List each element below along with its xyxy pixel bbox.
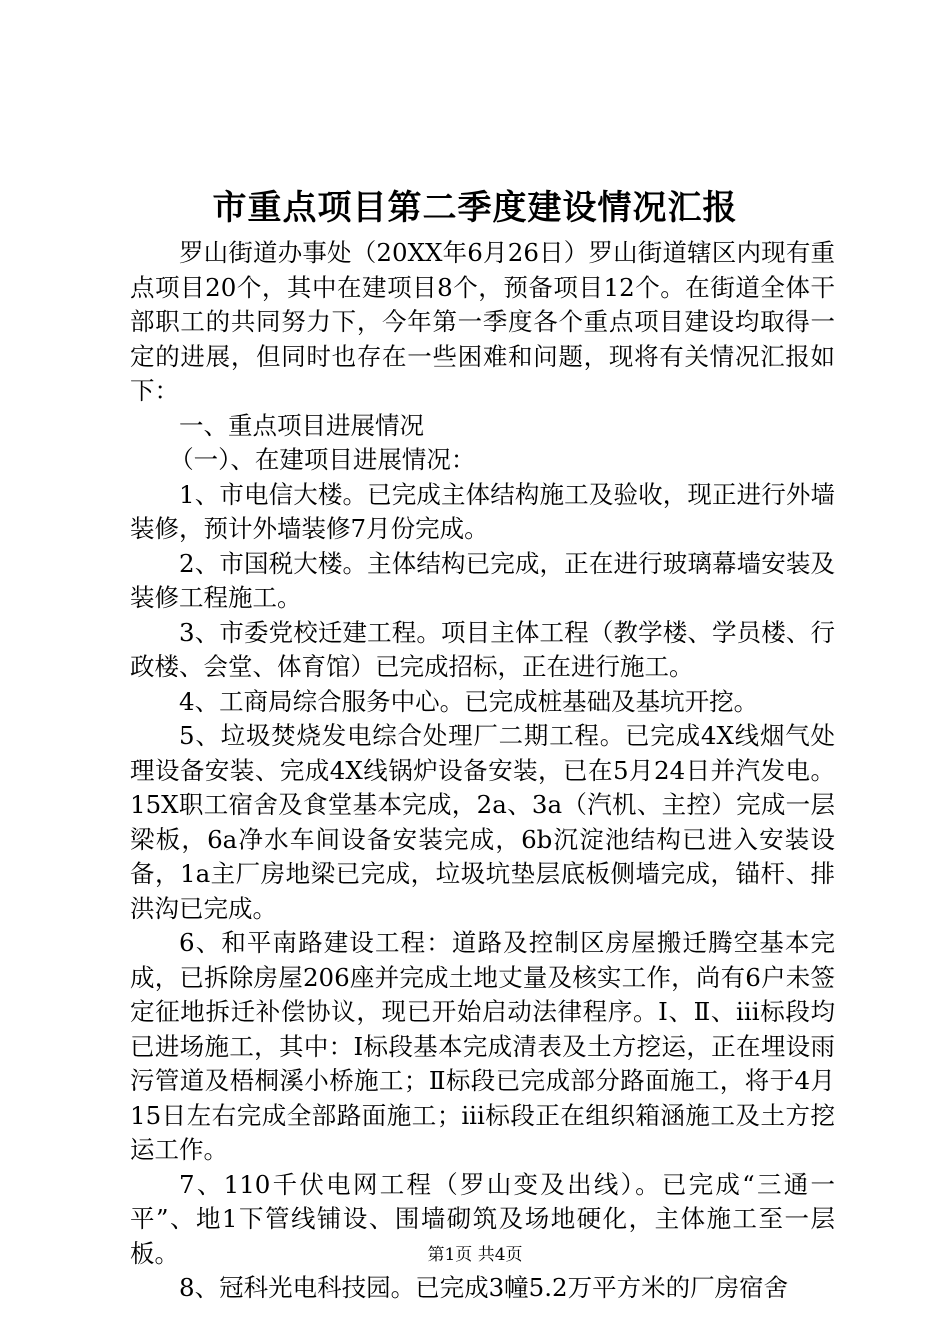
- item-paragraph-5: 5、垃圾焚烧发电综合处理厂二期工程。已完成4X线烟气处理设备安装、完成4X线锅炉设备安装，已在5月24日并汽发电。15X职工宿舍及食堂基本完成，2a、3a（汽机、主控）完成一层梁板，6a净水车间设备安装完成，6b沉淀池结构已进入安装设备，1a主厂房地梁已完成，垃圾坑垫层底板侧墙完成，锚杆、排洪沟已完成。: [130, 721, 835, 923]
- item-paragraph-6: 6、和平南路建设工程：道路及控制区房屋搬迁腾空基本完成，已拆除房屋206座并完成土地丈量及核实工作，尚有6户未签定征地拆迁补偿协议，现已开始启动法律程序。Ⅰ、Ⅱ、iii标段均已进场施工，其中：Ⅰ标段基本完成清表及土方挖运，正在埋设雨污管道及梧桐溪小桥施工；Ⅱ标段已完成部分路面施工，将于4月15日左右完成全部路面施工；iii标段正在组织箱涵施工及土方挖运工作。: [130, 928, 835, 1164]
- item-paragraph-1: 1、市电信大楼。已完成主体结构施工及验收，现正进行外墙装修，预计外墙装修7月份完成。: [130, 479, 835, 543]
- item-paragraph-2: 2、市国税大楼。主体结构已完成，正在进行玻璃幕墙安装及装修工程施工。: [130, 548, 835, 612]
- subsection-heading: （一）、在建项目进展情况：: [169, 445, 476, 474]
- item-paragraph-3: 3、市委党校迁建工程。项目主体工程（教学楼、学员楼、行政楼、会堂、体育馆）已完成招标，正在进行施工。: [130, 617, 835, 681]
- intro-paragraph: 罗山街道办事处（20XX年6月26日）罗山街道辖区内现有重点项目20个，其中在建项目8个，预备项目12个。在街道全体干部职工的共同努力下，今年第一季度各个重点项目建设均取得一定的进展，但同时也存在一些困难和问题，现将有关情况汇报如下：: [130, 238, 835, 405]
- page-footer: 第1页 共4页: [427, 1245, 523, 1265]
- item-paragraph-8: 8、冠科光电科技园。已完成3幢5.2万平方米的厂房宿舍: [179, 1273, 789, 1302]
- section-heading: 一、重点项目进展情况: [179, 410, 424, 440]
- item-paragraph-4: 4、工商局综合服务中心。已完成桩基础及基坑开挖。: [179, 686, 759, 716]
- document-body: [130, 236, 835, 1306]
- document-title: 市重点项目第二季度建设情况汇报: [212, 188, 738, 228]
- item-paragraph-7: 7、110千伏电网工程（罗山变及出线）。已完成“三通一平”、地1下管线铺设、围墙砌筑及场地硬化，主体施工至一层板。: [130, 1169, 835, 1268]
